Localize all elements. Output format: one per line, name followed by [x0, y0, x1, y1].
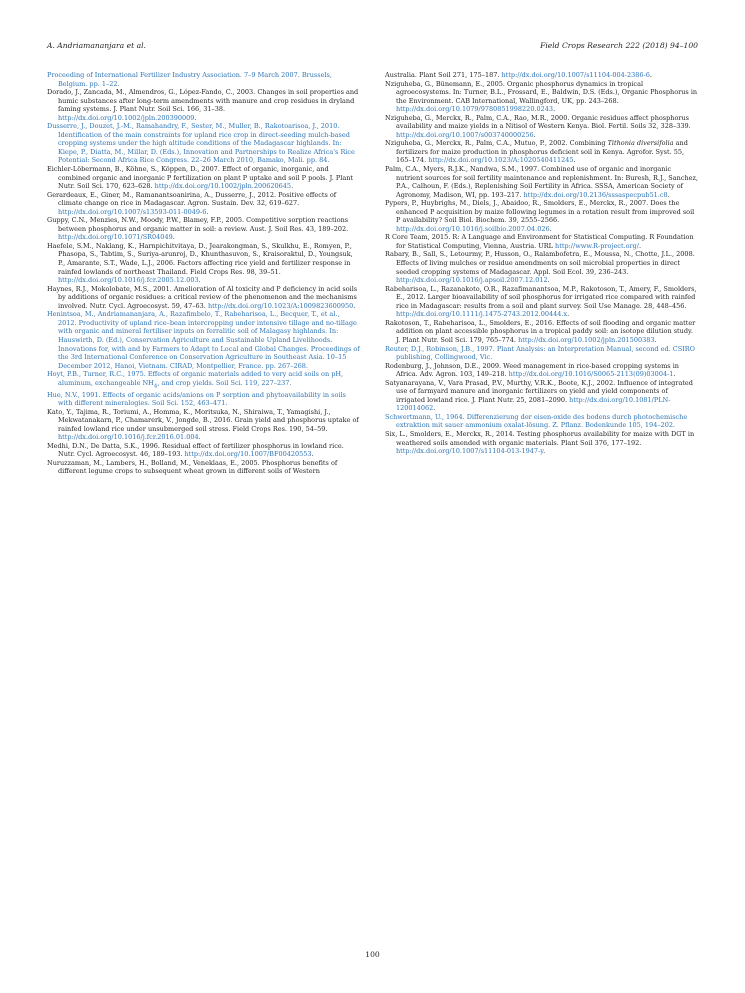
reference-entry — [47, 442, 360, 459]
reference-text: . — [553, 105, 556, 114]
reference-subscript: 4 — [153, 382, 158, 389]
reference-text: Nziguheba, G., Bünemann, E., 2005. Organic phosphorus dynamics in tropical agroecosystems. In: Turner, B.L., Frossard, E., Baldwin, D.S. (Eds.), Organic Phosphorus in the Environment. CAB International, Wallingford, UK, pp. 243–268. — [385, 79, 698, 105]
reference-entry — [385, 71, 698, 80]
reference-text: Haefele, S.M., Naklang, K., Harnpichitvitaya, D., Jearakongman, S., Skulkhu, E., Romyen, P., Phasopa, S., Tabtim, S., Suriya-arunroj, D., Khunthasuvon, S., Kraisoraktul, D., Youngsuk, P., Amarante, S.T., Wade, L.J., 2006. Factors affecting rice yield and fertilizer response in rainfed lowlands of northeast Thailand. Field Crops Res. 98, 39–51. — [47, 241, 353, 276]
reference-text: . — [573, 156, 576, 165]
reference-text: Nziguheba, G., Merckx, R., Palm, C.A., Rao, M.R., 2000. Organic residues affect phosphorus availability and maize yields in a Nitisol of Western Kenya. Biol. Fertil. Soils 32, 328–339. — [385, 113, 691, 131]
reference-text: Guppy, C.N., Menzies, N.W., Moody, P.W., Blamey, F.P., 2005. Competitive sorption reactions between phosphorus and organic matter in soil: a review. Aust. J. Soil Res. 43, 189–202. — [47, 216, 349, 233]
reference-text: Rodenburg, J., Johnson, D.E., 2009. Weed management in rice-based cropping systems in Africa. Adv. Agron. 103, 149–218. — [385, 361, 679, 379]
reference-link[interactable]: http://dx.doi.org/10.1007/BF00420553 — [184, 450, 312, 459]
reference-link[interactable]: http://dx.doi.org/10.1002/jpln.200390009 — [58, 113, 195, 122]
reference-entry — [385, 285, 698, 319]
reference-link[interactable]: http://dx.doi.org/10.2136/sssaspecpub51.c8 — [523, 190, 668, 199]
reference-text: . — [311, 450, 314, 459]
reference-text: Rabary, B., Sall, S., Letourmy, P., Husson, O., Ralambofetra, E., Moussa, N., Chotte, J.L., 2008. Effects of living mulches or residue amendments on soil microbial properties in direct seeded cropping systems of Madagascar. Appl. Soil Ecol. 39, 236–243. — [385, 250, 695, 276]
reference-link[interactable]: Hue, N.V., 1991. Effects of organic acids/anions on P sorption and phytoavailability in soils with different mineralogies. Soil Sci. 152, 463–471. — [47, 390, 346, 408]
reference-text: Dorado, J., Zancada, M., Almendros, G., López-Fando, C., 2003. Changes in soil properties and humic substances after long-term amendments with manure and crop residues in dryland faming systems. J. Plant Nutr. Soil Sci. 166, 31–38. — [47, 88, 359, 114]
reference-entry — [385, 199, 698, 233]
reference-text: Gerardeaux, E., Giner, M., Ramanantsoanirina, A., Dusserre, J., 2012. Positive effects of climate change on rice in Madagascar. Agron. Sustain. Dev. 32, 619–627. — [47, 190, 337, 208]
reference-link[interactable]: http://dx.doi.org/10.1071/SR04049 — [58, 233, 173, 242]
reference-link[interactable]: Dusserre, J., Douzet, J.-M., Ramahandry, F., Sester, M., Muller, B., Rakotoarisoa, J., 2010. Identification of the main constraints for upland rice crop in direct-seeding mulch-based cropping systems under the high altitude conditions of the Madagascar highlands. In: Kiepe, P., Diatta, M., Millar, D. (Eds.), Innovation and Partnerships to Realize Africa's Rice Potential: Second Africa Rice Congress. 22–26 March 2010, Bamako, Mali. pp. 84. — [47, 122, 355, 165]
references-right-column — [385, 71, 698, 456]
reference-entry — [385, 80, 698, 114]
reference-entry — [385, 430, 698, 456]
reference-link[interactable]: http://dx.doi.org/10.1007/s003740000256 — [396, 130, 534, 139]
references-left-column — [47, 71, 360, 476]
reference-text: . — [533, 130, 536, 139]
reference-text: . — [206, 207, 209, 216]
reference-link[interactable]: Henintsoa, M., Andriamananjara, A., Razafimbelo, T., Rabeharisoa, L., Becquer, T., et al., 2012. Productivity of upland rice–bean intercropping under intensive tillage and no-tillage with organic and mineral fertiliser inputs on ferralitic soil of Malagasy highlands. In: Hauswirth, D. (Ed.), Conservation Agriculture and Sustainable Upland Livelihoods. Innovations for, with and by Farmers to Adapt to Local and Global Changes. Proceedings of the 3rd International Conference on Conservation Agriculture in Southeast Asia. 10–15 December 2012, Hanoi, Vietnam. CIRAD, Montpellier, France. pp. 267–268. — [47, 310, 360, 370]
reference-text: Six, L., Smolders, E., Merckx, R., 2014. Testing phosphorus availability for maize with DGT in weathered soils amended with organic materials. Plant Soil 376, 177–192. — [385, 429, 695, 447]
reference-link[interactable]: http://dx.doi.org/10.1023/A:1009823600950 — [207, 301, 354, 310]
reference-entry — [47, 310, 360, 370]
reference-text: Rakotoson, T., Rabeharisoa, L., Smolders, E., 2016. Effects of soil flooding and organic matter addition on plant accessible phosphorus in a tropical paddy soil: an isotope dilution study. J. Plant Nutr. Soil Sci. 179, 765–774. — [385, 318, 696, 344]
reference-link[interactable]: http://www.R-project.org/ — [555, 241, 639, 250]
reference-entry — [385, 345, 698, 362]
reference-text: Nziguheba, G., Merckx, R., Palm, C.A., Mutuo, P., 2002. Combining — [385, 139, 608, 148]
reference-text: . — [654, 335, 657, 344]
reference-text: . — [567, 310, 570, 319]
reference-link[interactable]: http://dx.doi.org/10.1016/j.fcr.2016.01.004 — [58, 433, 199, 442]
reference-text: . — [667, 190, 670, 199]
reference-text: . — [353, 301, 356, 310]
reference-entry — [385, 319, 698, 345]
reference-entry — [385, 114, 698, 140]
reference-link[interactable]: http://dx.doi.org/10.1081/PLN-120014062 — [396, 395, 671, 413]
reference-link[interactable]: http://dx.doi.org/10.1079/9780851998220.0243 — [396, 105, 554, 114]
reference-entry — [47, 216, 360, 242]
reference-text: and fertilizers for maize production in phosphorus deficient soil in Kenya. Agrofor. Syst. 55, 165–174. — [396, 139, 688, 165]
reference-text: . — [673, 370, 676, 379]
reference-link[interactable]: http://dx.doi.org/10.1016/j.fcr.2005.12.003 — [58, 276, 199, 285]
reference-text: Palm, C.A., Myers, R.J.K., Nandwa, S.M., 1997. Combined use of organic and inorganic nutrient sources for soil fertility maintenance and replenishment. In: Buresh, R.J., Sanchez, P.A., Calhoun, F. (Eds.), Replenishing Soil Fertility in Africa. SSSA, American Society of Agronomy, Madison, WI, pp. 193–217. — [385, 165, 698, 199]
reference-text: . — [547, 276, 550, 285]
reference-entry — [47, 165, 360, 191]
reference-link[interactable]: http://dx.doi.org/10.1111/j.1475-2743.2012.00444.x — [396, 310, 568, 319]
reference-link[interactable]: Schwertmann, U., 1964. Differenzierung der eisen-oxide des bodens durch photochemische extraktion mit sauer ammonium oxalat-lösung. Z. Pflanz. Bodenkunde 105, 194–202. — [385, 412, 688, 430]
reference-text: . — [543, 447, 546, 456]
reference-text: Kato, Y., Tajima, R., Toriumi, A., Homma, K., Moritsuka, N., Shiraiwa, T., Yamagishi, J., Mekwatanakarn, P., Chamarerk, V., Jongde, B., 2016. Grain yield and phosphorus uptake of rainfed lowland rice under unsubmerged soil stress. Field Crops Res. 190, 54–59. — [47, 407, 359, 433]
reference-entry — [385, 413, 698, 430]
reference-text: Satyanarayana, V., Vara Prasad, P.V., Murthy, V.R.K., Boote, K.J., 2002. Influence of integrated use of farmyard manure and inorganic fertilizers on yield and yield components of irrigated lowland rice. J. Plant Nutr. 25, 2081–2090. — [385, 378, 693, 404]
reference-entry — [47, 408, 360, 442]
reference-entry — [47, 459, 360, 476]
reference-link[interactable]: http://dx.doi.org/10.1016/S0065-2113(09)03004-1 — [508, 370, 674, 379]
reference-link[interactable]: http://dx.doi.org/10.1016/j.apsoil.2007.12.012 — [396, 276, 548, 285]
page-number: 100 — [365, 950, 380, 959]
reference-text: . — [194, 113, 197, 122]
reference-entry — [385, 362, 698, 379]
reference-entry — [385, 379, 698, 413]
reference-text: Rabeharisoa, L., Razanakoto, O.R., Razafimanantsoa, M.P., Rakotoson, T., Amery, F., Smolders, E., 2012. Larger bioavailability of soil phosphorus for irrigated rice compared with rainfed rice in Madagascar: results from a soil and plant survey. Soil Use Manage. 28, 448–456. — [385, 284, 697, 310]
reference-link[interactable]: http://dx.doi.org/10.1016/j.soilbio.2007.04.026 — [396, 224, 550, 233]
reference-entry — [47, 391, 360, 408]
header-authors: A. Andriamananjara et al. — [47, 41, 146, 50]
reference-link[interactable]: http://dx.doi.org/10.1007/s13593-011-0049-6 — [58, 207, 207, 216]
reference-text: . — [433, 404, 436, 413]
reference-entry — [47, 122, 360, 165]
reference-link[interactable]: http://dx.doi.org/10.1023/A:1020540411245 — [428, 156, 574, 165]
reference-entry — [385, 165, 698, 199]
reference-text: Haynes, R.J., Mokolobate, M.S., 2001. Amelioration of Al toxicity and P deficiency in acid soils by additions of organic residues: a critical review of the phenomenon and the mechanisms involved. Nutr. Cycl. Agroecosyst. 59, 47–63. — [47, 284, 358, 310]
reference-entry — [47, 370, 360, 390]
reference-text: Eichler-Löbermann, B., Köhne, S., Köppen, D., 2007. Effect of organic, inorganic, and combined organic and inorganic P fertilization on plant P uptake and soil P pools. J. Plant Nutr. Soil Sci. 170, 623–628. — [47, 165, 353, 191]
reference-text: Medhi, D.N., De Datta, S.K., 1996. Residual effect of fertilizer phosphorus in lowland rice. Nutr. Cycl. Agroecosyst. 46, 189–193. — [47, 441, 344, 459]
reference-text: . — [172, 233, 175, 242]
reference-text: Nuruzzaman, M., Lambers, H., Bolland, M., Veneklaas, E., 2005. Phosphorus benefits of different legume crops to subsequent wheat grown in different soils of Western — [47, 458, 338, 476]
reference-link[interactable]: http://dx.doi.org/10.1002/jpln.201500383 — [518, 335, 655, 344]
reference-link[interactable]: , and crop yields. Soil Sci. 119, 227–237. — [157, 378, 292, 387]
reference-entry — [47, 285, 360, 311]
reference-text: . — [291, 182, 294, 191]
reference-entry — [47, 242, 360, 285]
reference-text: Australia. Plant Soil 271, 175–187. — [385, 71, 502, 79]
reference-text: Pypers, P., Huybrighs, M., Diels, J., Abaidoo, R., Smolders, E., Merckx, R., 2007. Does the enhanced P acquisition by maize following legumes in a rotation result from improved soil P availability? Soil Biol. Biochem. 39, 2555–2566. — [385, 199, 695, 225]
reference-link[interactable]: http://dx.doi.org/10.1007/s11104-013-1947-y — [396, 447, 544, 456]
reference-entry — [385, 233, 698, 250]
reference-entry — [385, 139, 698, 165]
reference-text: . — [198, 276, 201, 285]
header-journal: Field Crops Research 222 (2018) 94–100 — [540, 41, 698, 50]
reference-entry — [47, 88, 360, 122]
reference-entry — [385, 250, 698, 284]
reference-link[interactable]: Proceeding of International Fertilizer Industry Association. 7–9 March 2007. Brussels, Belgium. pp. 1–22. — [47, 71, 332, 88]
reference-link[interactable]: Reuter, D.J., Robinson, J.B., 1997. Plant Analysis: an Interpretation Manual, second ed. CSIRO publishing, Collingwood, Vic. — [385, 344, 695, 362]
reference-text: R Core Team, 2015. R: A Language and Environment for Statistical Computing. R Foundation for Statistical Computing, Vienna, Austria. URL — [385, 233, 694, 250]
reference-entry — [47, 191, 360, 217]
reference-link[interactable]: http://dx.doi.org/10.1002/jpln.200620645 — [154, 182, 292, 191]
reference-text: . — [649, 71, 652, 79]
reference-italic-text: Tithonia diversifolia — [607, 139, 674, 148]
reference-link[interactable]: http://dx.doi.org/10.1007/s11104-004-2386-6 — [501, 71, 650, 79]
reference-entry — [47, 71, 360, 88]
reference-text: . — [198, 433, 201, 442]
running-header — [47, 41, 698, 55]
reference-text: . — [639, 241, 642, 250]
reference-link[interactable]: Hoyt, P.B., Turner, R.C., 1975. Effects of organic materials added to very acid soils on pH, aluminum, exchangeable NH — [47, 370, 344, 387]
reference-text: . — [549, 224, 552, 233]
